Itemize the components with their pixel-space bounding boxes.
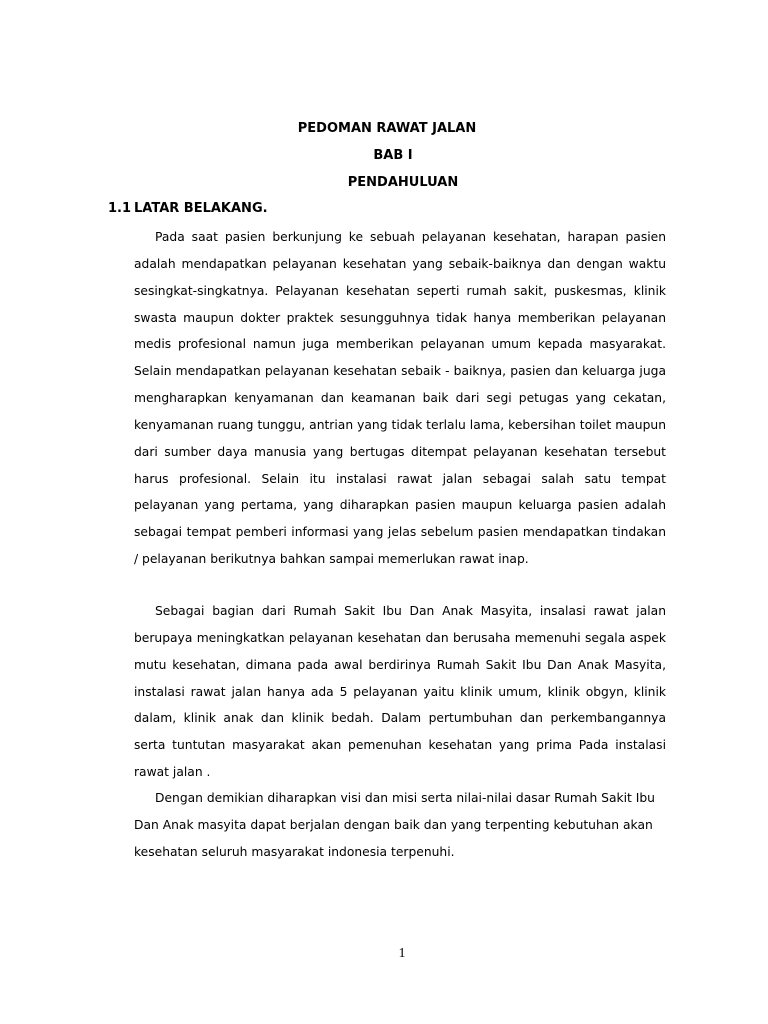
body-paragraph: Dengan demikian diharapkan visi dan misi serta nilai-nilai dasar Rumah Sakit Ibu Dan Anak masyita dapat berjalan dengan baik dan yang terpenting kebutuhan akan kesehatan seluruh masyarakat indonesia terpenuhi. [134,791,655,859]
body-paragraph: Pada saat pasien berkunjung ke sebuah pelayanan kesehatan, harapan pasien adalah mendapatkan pelayanan kesehatan yang sebaik-baiknya dan dengan waktu sesingkat-singkatnya. Pelayanan kesehatan seperti rumah sakit, puskesmas, klinik swasta maupun dokter praktek sesungguhnya tidak hanya memberikan pelayanan medis profesional namun juga memberikan pelayanan umum kepada masyarakat. Selain mendapatkan pelayanan kesehatan sebaik - baiknya, pasien dan keluarga juga mengharapkan kenyamanan dan keamanan baik dari segi petugas yang cekatan, kenyamanan ruang tunggu, antrian yang tidak terlalu lama, kebersihan toilet maupun dari sumber daya manusia yang bertugas ditempat pelayanan kesehatan tersebut harus profesional. Selain itu instalasi rawat jalan sebagai salah satu tempat pelayanan yang pertama, yang diharapkan pasien maupun keluarga pasien adalah sebagai tempat pemberi informasi yang jelas sebelum pasien mendapatkan tindakan / pelayanan berikutnya bahkan sampai memerlukan rawat inap. [134,230,666,567]
section-title: LATAR BELAKANG. [134,201,268,216]
section-heading [108,201,268,216]
section-number: 1.1 [108,201,132,216]
page-number: 1 [398,946,406,961]
document-title: PEDOMAN RAWAT JALAN [297,121,477,136]
chapter-title: PENDAHULUAN [347,175,459,190]
chapter-label: BAB I [373,148,413,163]
body-paragraph: Sebagai bagian dari Rumah Sakit Ibu Dan Anak Masyita, insalasi rawat jalan berupaya meningkatkan pelayanan kesehatan dan berusaha memenuhi segala aspek mutu kesehatan, dimana pada awal berdirinya Rumah Sakit Ibu Dan Anak Masyita, instalasi rawat jalan hanya ada 5 pelayanan yaitu klinik umum, klinik obgyn, klinik dalam, klinik anak dan klinik bedah. Dalam pertumbuhan dan perkembangannya serta tuntutan masyarakat akan pemenuhan kesehatan yang prima Pada instalasi rawat jalan . [134,604,666,780]
